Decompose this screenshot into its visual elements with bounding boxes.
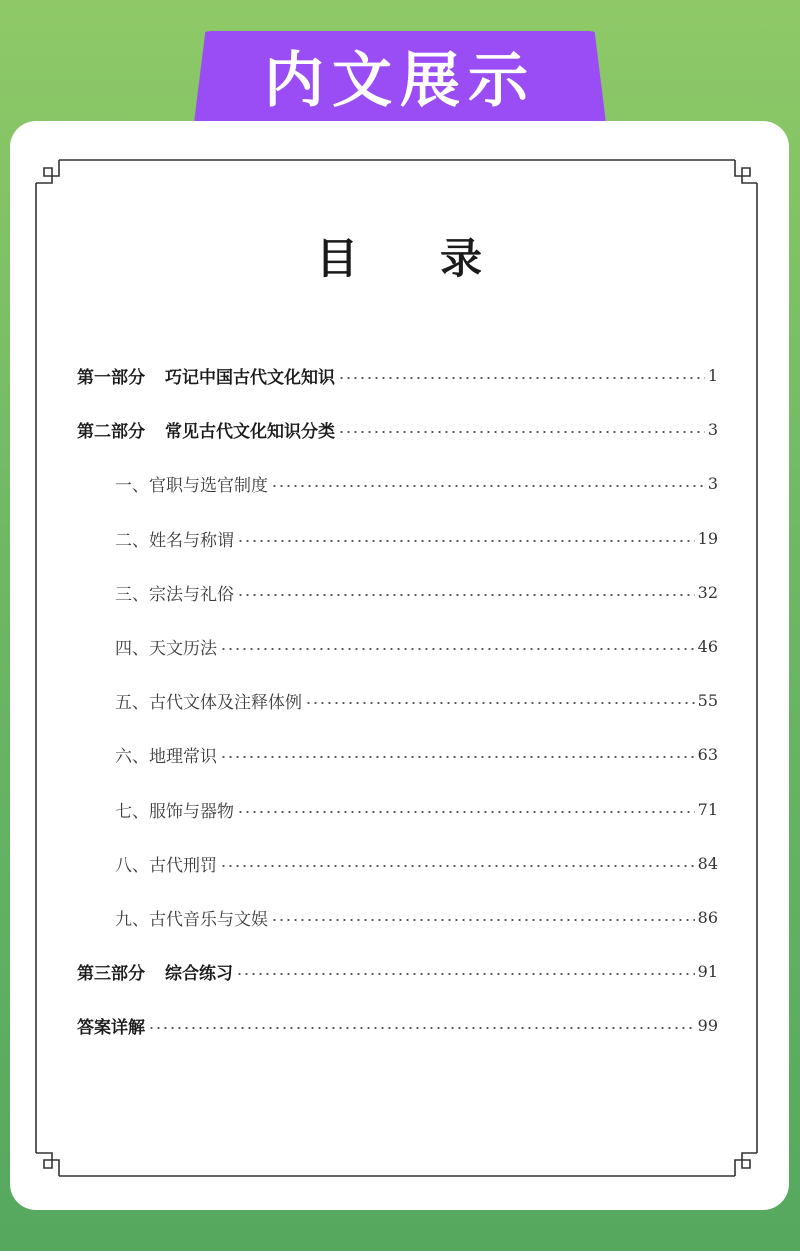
toc-page-number: 86	[697, 907, 718, 927]
toc-page-number: 32	[697, 582, 718, 602]
toc-entry	[115, 795, 718, 823]
toc-entry-title: 一、官职与选官制度	[115, 475, 268, 496]
toc-title-char-1: 目	[315, 234, 360, 283]
toc-entry-label	[115, 471, 268, 496]
toc-entry-label	[115, 688, 302, 713]
toc-page-number: 71	[697, 799, 718, 819]
toc-entry	[115, 524, 718, 552]
toc-entry	[115, 686, 718, 714]
toc-entry	[115, 903, 718, 931]
toc-page-number: 99	[697, 1015, 718, 1035]
toc-entry-title: 四、天文历法	[115, 638, 217, 659]
toc-entry-title: 九、古代音乐与文娱	[115, 909, 268, 930]
toc-page-number: 55	[697, 690, 718, 710]
toc-entry-label	[77, 959, 233, 984]
toc-entry-label	[115, 580, 234, 605]
toc-page-number: 19	[697, 528, 718, 548]
dot-leader	[148, 1027, 695, 1029]
toc-page-number: 46	[697, 636, 718, 656]
dot-leader	[237, 811, 695, 813]
toc-entry-title: 综合练习	[165, 963, 233, 984]
toc-page-number: 3	[707, 419, 718, 439]
dot-leader	[236, 973, 695, 975]
toc-entry-label	[115, 905, 268, 930]
toc-title-char-2: 录	[440, 234, 485, 283]
dot-leader	[220, 648, 695, 650]
banner-title: 内文展示	[264, 46, 536, 116]
toc-entry	[115, 740, 718, 768]
toc-entry	[77, 1011, 718, 1039]
dot-leader	[305, 702, 695, 704]
toc-entry-label	[115, 851, 217, 876]
toc-page-number: 91	[697, 961, 718, 981]
toc-part-number: 第二部分	[77, 421, 145, 442]
toc-entry-title: 七、服饰与器物	[115, 801, 234, 822]
toc-entry-label	[77, 417, 335, 442]
toc-entry-title: 答案详解	[77, 1017, 145, 1038]
toc-entry	[115, 849, 718, 877]
dot-leader	[338, 377, 705, 379]
toc-entry-label	[77, 363, 335, 388]
toc-entry	[115, 632, 718, 660]
dot-leader	[220, 865, 695, 867]
toc-entry-title: 二、姓名与称谓	[115, 530, 234, 551]
toc-entry-title: 常见古代文化知识分类	[165, 421, 335, 442]
toc-page-number: 3	[707, 473, 718, 493]
toc-entry-label	[115, 797, 234, 822]
toc-entry-title: 八、古代刑罚	[115, 855, 217, 876]
toc-entry	[77, 415, 718, 443]
toc-page-number: 1	[707, 365, 718, 385]
dot-leader	[237, 540, 695, 542]
toc-entry-title: 五、古代文体及注释体例	[115, 692, 302, 713]
toc-entry	[77, 957, 718, 985]
toc-entry	[115, 469, 718, 497]
dot-leader	[271, 919, 695, 921]
toc-part-number: 第三部分	[77, 963, 145, 984]
toc-entry-label	[115, 526, 234, 551]
dot-leader	[338, 431, 705, 433]
toc-entry-title: 三、宗法与礼俗	[115, 584, 234, 605]
dot-leader	[237, 594, 695, 596]
toc-entry-label	[77, 1013, 145, 1038]
toc-entry-label	[115, 634, 217, 659]
toc-entry	[77, 361, 718, 389]
toc-entry-label	[115, 742, 217, 767]
dot-leader	[220, 756, 695, 758]
toc-entry-title: 巧记中国古代文化知识	[165, 367, 335, 388]
toc-title	[0, 226, 800, 286]
dot-leader	[271, 485, 705, 487]
toc-page-number: 84	[697, 853, 718, 873]
toc-part-number: 第一部分	[77, 367, 145, 388]
toc-entry	[115, 578, 718, 606]
toc-page-number: 63	[697, 744, 718, 764]
toc-entry-title: 六、地理常识	[115, 746, 217, 767]
